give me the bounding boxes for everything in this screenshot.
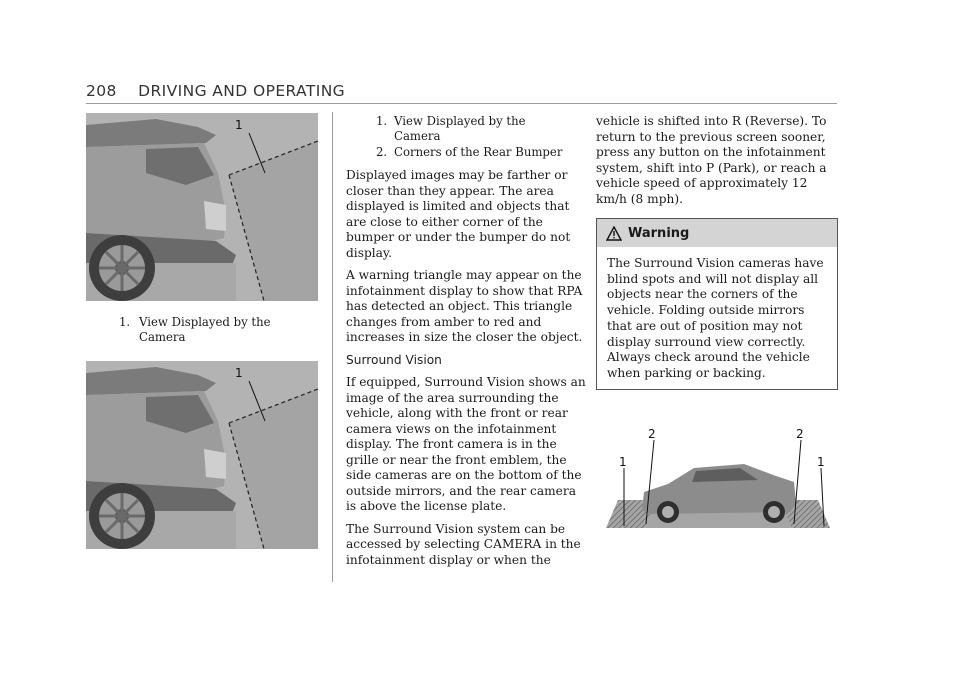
paragraph: Displayed images may be farther or closer than they appear. The area displayed is limited and objects that are close to either corner of the bumper or under the bumper do not display. — [346, 168, 571, 260]
list-item-number: 2. — [376, 145, 388, 159]
warning-body: The Surround Vision cameras have blind spots and will not display all objects near the corners of the vehicle. Folding outside mirrors that are out of position may not display surround view correctly. Always check around the vehicle when parking or backing. — [607, 256, 824, 380]
warning-header — [597, 219, 837, 247]
rear-camera-view-figure — [86, 113, 318, 301]
subheading: Surround Vision — [346, 352, 442, 367]
surround-vision-figure — [598, 424, 838, 536]
warning-title: Warning — [628, 225, 690, 241]
section-title: DRIVING AND OPERATING — [138, 82, 346, 100]
figure3-callout: 2 — [648, 427, 656, 441]
rear-bumper-illustration — [86, 361, 318, 549]
rear-camera-illustration — [86, 113, 318, 301]
list-item-text: View Displayed by the Camera — [394, 114, 526, 143]
column-divider — [332, 112, 333, 582]
figure1-caption-text: View Displayed by the Camera — [139, 315, 271, 344]
figure3-callout: 1 — [619, 455, 627, 469]
paragraph: The Surround Vision system can be accessed by selecting CAMERA in the infotainment display or when the — [346, 521, 581, 567]
list-item-number: 1. — [376, 114, 388, 128]
figure1-callout: 1 — [235, 118, 243, 132]
warning-triangle-icon — [606, 226, 622, 241]
rear-bumper-corners-figure — [86, 361, 318, 549]
header-rule — [86, 103, 837, 104]
column-3-body — [596, 114, 838, 214]
figure3-callout: 1 — [817, 455, 825, 469]
surround-vision-illustration — [598, 424, 838, 536]
column-2-body — [346, 168, 586, 575]
paragraph: A warning triangle may appear on the infotainment display to show that RPA has detected an object. This triangle changes from amber to red and increases in size the closer the object. — [346, 268, 583, 344]
figure2-callout: 1 — [235, 366, 243, 380]
figure1-caption — [119, 315, 319, 345]
paragraph: If equipped, Surround Vision shows an image of the area surrounding the vehicle, along with the front or rear camera views on the infotainment display. The front camera is in the grille or near the front emblem, the side cameras are on the bottom of the outside mirrors, and the rear camera is above the license plate. — [346, 375, 586, 513]
page-number: 208 — [86, 82, 117, 100]
page-header — [86, 82, 345, 100]
list-item — [346, 145, 586, 160]
figure1-caption-number: 1. — [119, 315, 131, 329]
paragraph: vehicle is shifted into R (Reverse). To return to the previous screen sooner, press any button on the infotainment system, shift into P (Park), or reach a vehicle speed of approximately 12 km/h (8 mph). — [596, 114, 827, 206]
figure3-callout: 2 — [796, 427, 804, 441]
warning-box — [596, 218, 838, 390]
list-item-text: Corners of the Rear Bumper — [394, 145, 563, 159]
list-item — [346, 114, 574, 144]
